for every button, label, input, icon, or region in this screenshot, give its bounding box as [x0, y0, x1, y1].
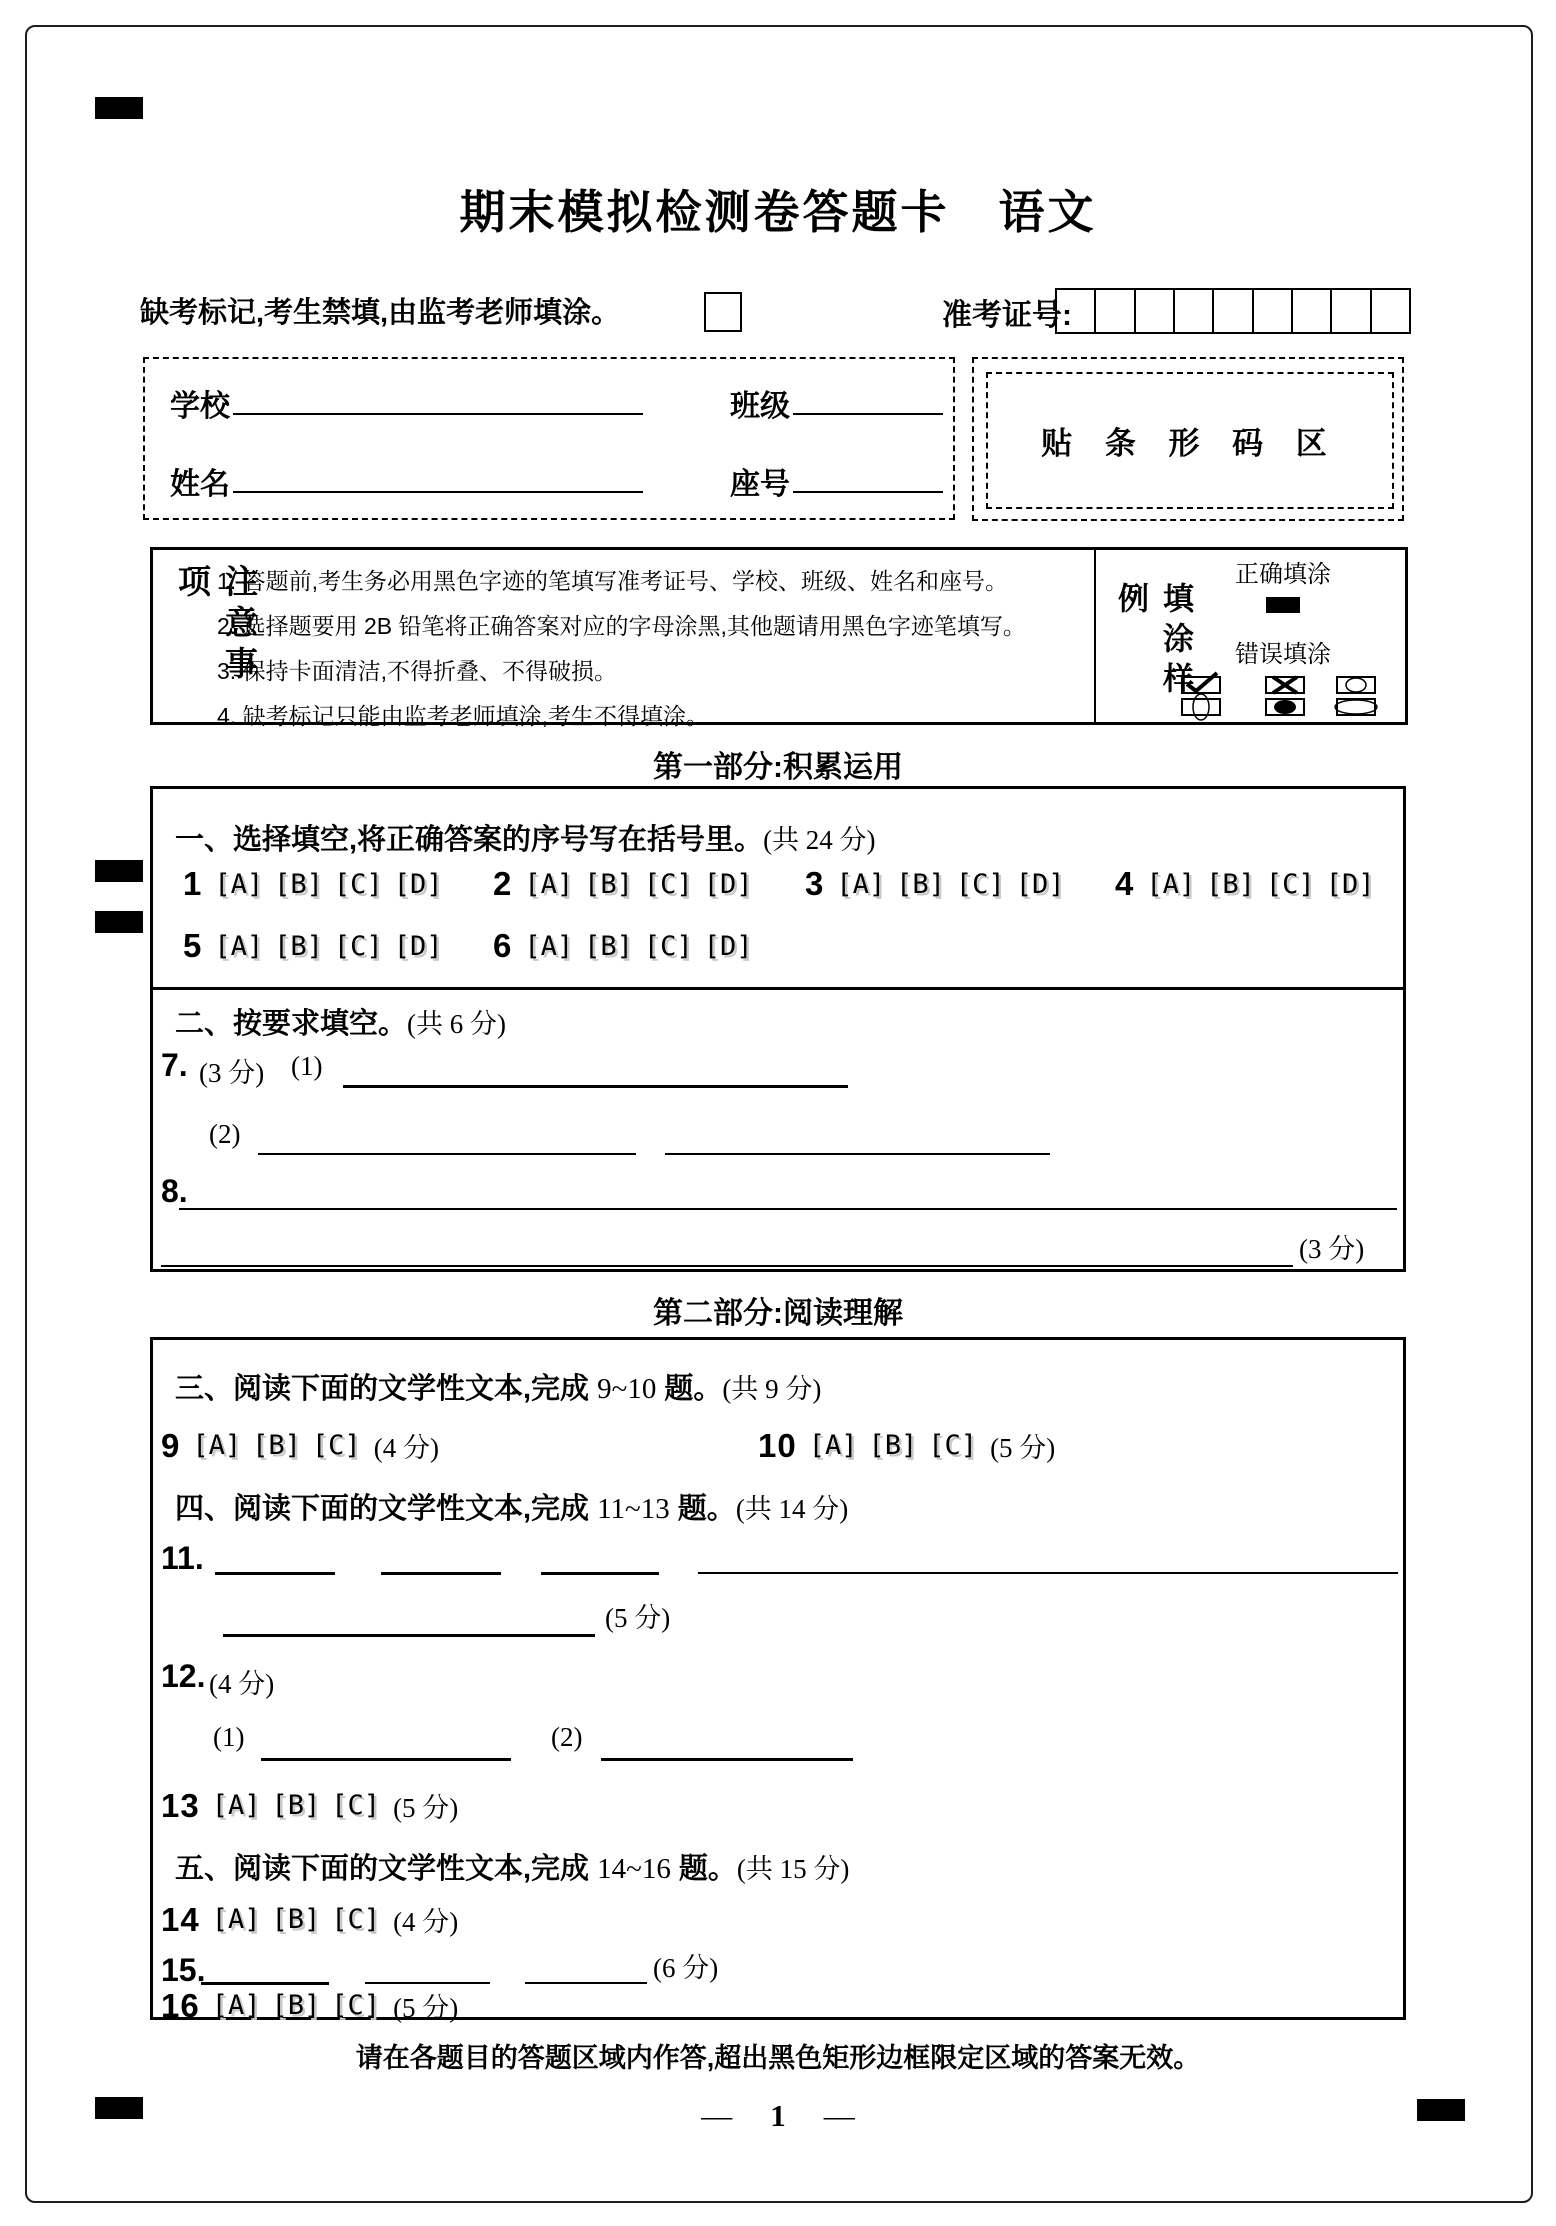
note-item-4: 4. 缺考标记只能由监考老师填涂,考生不得填涂。 — [217, 703, 709, 729]
question-score: (5 分) — [393, 1793, 459, 1823]
section1-title — [175, 817, 876, 858]
section3-prefix: 三、阅读下面的文学性文本,完成 — [175, 1373, 598, 1405]
option-bubble-B[interactable]: [B] — [1206, 868, 1255, 900]
question-8-number: 8. — [161, 1173, 188, 1209]
section1-title-text: 一、选择填空,将正确答案的序号写在括号里。 — [175, 824, 764, 856]
wrong-fill-label: 错误填涂 — [1235, 642, 1331, 668]
question-12-sub1-label: (1) — [213, 1722, 245, 1752]
notes-list — [217, 559, 1092, 739]
question-11-blank-1[interactable] — [215, 1538, 335, 1575]
notes-vertical-title: 注意事项 — [174, 564, 258, 687]
option-bubble-A[interactable]: [A] — [836, 868, 886, 900]
option-bubble-C[interactable]: [C] — [1265, 868, 1315, 900]
question-number: 10 — [758, 1426, 797, 1464]
question-7-sub2-label: (2) — [209, 1119, 241, 1149]
exam-no-grid — [1055, 288, 1411, 334]
exam-no-cell-8[interactable] — [1330, 290, 1369, 332]
option-bubble-A[interactable]: [A] — [214, 930, 264, 962]
page-number-left-dash: — — [701, 2098, 733, 2133]
page-number-right-dash: — — [823, 2098, 855, 2133]
question-number: 13 — [161, 1786, 200, 1824]
question-13-bubbles — [161, 1786, 458, 1825]
exam-no-cell-9[interactable] — [1370, 290, 1409, 332]
question-score: (5 分) — [990, 1433, 1056, 1463]
question-16-bubbles — [161, 1986, 458, 2025]
option-bubble-A[interactable]: [A] — [192, 1430, 242, 1461]
question-11-score: (5 分) — [605, 1603, 671, 1633]
section3-score: (共 9 分) — [722, 1374, 822, 1404]
option-bubble-D[interactable]: [D] — [393, 868, 443, 900]
option-bubble-B[interactable]: [B] — [584, 868, 633, 900]
section4-score: (共 14 分) — [735, 1494, 849, 1524]
barcode-area — [972, 357, 1404, 521]
option-bubble-C[interactable]: [C] — [928, 1430, 978, 1461]
question-12-sub1-blank[interactable] — [261, 1722, 511, 1761]
option-bubble-C[interactable]: [C] — [331, 1790, 381, 1821]
question-5-bubbles — [183, 927, 453, 965]
section5-score: (共 15 分) — [736, 1854, 850, 1884]
option-bubble-B[interactable]: [B] — [252, 1430, 301, 1461]
exam-no-cell-4[interactable] — [1173, 290, 1212, 332]
question-8-blank-1[interactable] — [179, 1173, 1397, 1210]
question-12-score: (4 分) — [209, 1669, 275, 1699]
option-bubble-C[interactable]: [C] — [311, 1430, 361, 1461]
question-number: 3 — [805, 865, 825, 902]
question-number: 6 — [493, 927, 513, 964]
question-15-number: 15. — [161, 1952, 206, 1988]
question-7-score: (3 分) — [199, 1058, 265, 1088]
exam-no-cell-3[interactable] — [1134, 290, 1173, 332]
option-bubble-A[interactable]: [A] — [524, 930, 574, 962]
school-input-line[interactable] — [233, 377, 643, 415]
notes-box — [150, 547, 1408, 729]
section1-score: (共 24 分) — [763, 825, 876, 855]
option-bubble-A[interactable]: [A] — [808, 1430, 858, 1461]
question-number: 9 — [161, 1426, 181, 1464]
notes-divider — [1094, 549, 1096, 723]
question-12-number: 12. — [161, 1658, 206, 1694]
question-number: 2 — [493, 865, 513, 902]
question-15-score: (6 分) — [653, 1953, 719, 1983]
option-bubble-A[interactable]: [A] — [214, 868, 264, 900]
option-bubble-B[interactable]: [B] — [271, 1990, 321, 2021]
seat-label: 座号 — [730, 468, 790, 501]
option-bubble-C[interactable]: [C] — [333, 930, 383, 962]
question-11-blank-4[interactable] — [698, 1538, 1398, 1574]
question-number: 16 — [161, 1986, 200, 2024]
question-12-sub2-label: (2) — [551, 1722, 583, 1752]
section4-range: 11~13 — [597, 1493, 670, 1525]
question-number: 14 — [161, 1900, 200, 1938]
name-input-line[interactable] — [233, 455, 643, 493]
section3-range: 9~10 — [597, 1373, 657, 1405]
check-mark-sample-icon — [1181, 672, 1221, 694]
question-10-bubbles — [758, 1426, 1055, 1465]
option-bubble-B[interactable]: [B] — [274, 868, 323, 900]
option-bubble-D[interactable]: [D] — [703, 868, 753, 900]
question-11-number: 11. — [161, 1540, 204, 1576]
question-12-sub2-blank[interactable] — [601, 1722, 853, 1761]
section5-prefix: 五、阅读下面的文学性文本,完成 — [175, 1853, 598, 1885]
class-label: 班级 — [730, 390, 790, 423]
section5-range: 14~16 — [597, 1853, 671, 1885]
question-11-blank-5[interactable] — [223, 1598, 595, 1637]
note-item-1: 1. 答题前,考生务必用黑色字迹的笔填写准考证号、学校、班级、姓名和座号。 — [217, 568, 1008, 594]
exam-no-cell-6[interactable] — [1252, 290, 1291, 332]
section5-title — [175, 1846, 849, 1887]
question-2-bubbles — [493, 865, 763, 903]
page-number-value: 1 — [770, 2098, 786, 2133]
question-15-blank-1[interactable] — [201, 1950, 329, 1985]
option-bubble-C[interactable]: [C] — [643, 868, 693, 900]
section2-title-text: 二、按要求填空。 — [175, 1008, 408, 1040]
page-title: 期末模拟检测卷答题卡 语文 — [459, 186, 1097, 238]
exam-no-cell-5[interactable] — [1212, 290, 1251, 332]
option-bubble-C[interactable]: [C] — [331, 1990, 381, 2021]
section5-suffix: 题。 — [670, 1853, 737, 1885]
option-bubble-A[interactable]: [A] — [211, 1990, 261, 2021]
seat-input-line[interactable] — [793, 455, 943, 493]
note-item-3: 3. 保持卡面清洁,不得折叠、不得破损。 — [217, 658, 617, 684]
section3-suffix: 题。 — [656, 1373, 723, 1405]
question-score: (4 分) — [393, 1907, 459, 1937]
section4-title — [175, 1486, 848, 1527]
question-6-bubbles — [493, 927, 763, 965]
part1-answer-box — [150, 786, 1406, 1272]
registration-mark-left-1 — [95, 860, 143, 882]
option-bubble-D[interactable]: [D] — [1325, 868, 1375, 900]
question-number: 5 — [183, 927, 203, 964]
part1-heading: 第一部分:积累运用 — [653, 751, 903, 784]
option-bubble-B[interactable]: [B] — [271, 1904, 321, 1935]
question-score: (4 分) — [373, 1433, 439, 1463]
school-label: 学校 — [170, 390, 230, 423]
option-bubble-D[interactable]: [D] — [393, 930, 443, 962]
student-info-box — [143, 357, 955, 520]
option-bubble-B[interactable]: [B] — [584, 930, 633, 962]
option-bubble-D[interactable]: [D] — [703, 930, 753, 962]
question-7-sub2-blank-1[interactable] — [258, 1119, 636, 1155]
fill-sample-vertical-title: 填涂样例 — [1113, 582, 1193, 702]
question-11-blank-3[interactable] — [541, 1538, 659, 1575]
question-15-blank-2[interactable] — [365, 1950, 490, 1984]
section3-title — [175, 1366, 821, 1407]
option-bubble-A[interactable]: [A] — [524, 868, 574, 900]
section-divider — [150, 987, 1406, 990]
question-7-sub1-blank[interactable] — [343, 1051, 848, 1088]
question-15-blank-3[interactable] — [525, 1950, 647, 1984]
barcode-label: 贴 条 形 码 区 — [1041, 426, 1339, 461]
question-14-bubbles — [161, 1900, 458, 1939]
option-bubble-C[interactable]: [C] — [331, 1904, 381, 1935]
name-label: 姓名 — [170, 468, 230, 501]
footer-warning: 请在各题目的答题区域内作答,超出黑色矩形边框限定区域的答案无效。 — [355, 2043, 1201, 2073]
option-bubble-B[interactable]: [B] — [274, 930, 323, 962]
registration-mark-left-2 — [95, 911, 143, 933]
page-number — [0, 2098, 1556, 2134]
option-bubble-A[interactable]: [A] — [211, 1904, 261, 1935]
question-number: 4 — [1115, 865, 1135, 902]
part2-answer-box — [150, 1337, 1406, 2024]
exam-no-cell-1[interactable] — [1057, 290, 1094, 332]
absent-mark-checkbox[interactable] — [704, 292, 742, 332]
option-bubble-C[interactable]: [C] — [955, 868, 1005, 900]
question-1-bubbles — [183, 865, 453, 903]
note-item-2: 2. 选择题要用 2B 铅笔将正确答案对应的字母涂黑,其他题请用黑色字迹笔填写。 — [217, 613, 1026, 639]
question-7-sub2-blank-2[interactable] — [665, 1119, 1050, 1155]
section4-suffix: 题。 — [669, 1493, 736, 1525]
question-number: 1 — [183, 865, 203, 902]
registration-mark-top-left — [95, 97, 143, 119]
tall-ellipse-sample-icon — [1181, 696, 1221, 718]
question-score: (5 分) — [393, 1993, 459, 2023]
part2-heading: 第二部分:阅读理解 — [653, 1297, 903, 1330]
question-7-number: 7. — [161, 1047, 188, 1083]
absent-mark-label: 缺考标记,考生禁填,由监考老师填涂。 — [140, 297, 621, 329]
question-4-bubbles — [1115, 865, 1385, 903]
question-7-sub1-label: (1) — [291, 1051, 323, 1081]
filled-ellipse-sample-icon — [1265, 696, 1305, 718]
wide-ellipse-sample-icon — [1336, 696, 1376, 718]
option-bubble-B[interactable]: [B] — [868, 1430, 918, 1461]
barcode-inner-box — [986, 372, 1394, 509]
option-bubble-B[interactable]: [B] — [271, 1790, 321, 1821]
section2-score: (共 6 分) — [407, 1009, 506, 1039]
exam-no-label: 准考证号: — [942, 299, 1072, 332]
question-11-blank-2[interactable] — [381, 1538, 501, 1575]
question-8-score: (3 分) — [1299, 1234, 1365, 1264]
option-bubble-C[interactable]: [C] — [333, 868, 383, 900]
section2-title — [175, 1001, 506, 1042]
exam-no-cell-2[interactable] — [1094, 290, 1133, 332]
option-bubble-C[interactable]: [C] — [643, 930, 693, 962]
cross-mark-sample-icon — [1265, 672, 1305, 694]
question-3-bubbles — [805, 865, 1075, 903]
option-bubble-D[interactable]: [D] — [1015, 868, 1065, 900]
circle-sample-icon — [1336, 672, 1376, 694]
option-bubble-A[interactable]: [A] — [211, 1790, 261, 1821]
question-8-blank-2[interactable] — [161, 1231, 1293, 1267]
correct-fill-label: 正确填涂 — [1235, 562, 1331, 588]
correct-fill-sample — [1266, 597, 1300, 613]
exam-no-cell-7[interactable] — [1291, 290, 1330, 332]
option-bubble-A[interactable]: [A] — [1146, 868, 1196, 900]
section4-prefix: 四、阅读下面的文学性文本,完成 — [175, 1493, 598, 1525]
question-9-bubbles — [161, 1426, 439, 1465]
option-bubble-B[interactable]: [B] — [896, 868, 945, 900]
class-input-line[interactable] — [793, 377, 943, 415]
